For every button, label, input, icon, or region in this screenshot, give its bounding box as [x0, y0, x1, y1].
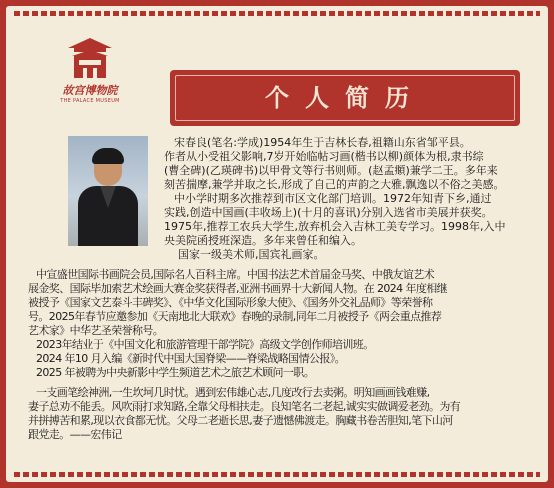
bio-line: 宋春良(笔名:学成)1954年生于吉林长春,祖籍山东省邹平县。 [174, 136, 471, 149]
bio-line: 中小学时期多次推荐到市区文化部门培训。1972年知青下乡,通过 [174, 192, 492, 205]
palace-museum-logo [54, 36, 126, 118]
logo-name-en: THE PALACE MUSEUM [60, 98, 120, 104]
banner-title: 个人简历 [265, 83, 425, 112]
honors-line: 2023年结业于《中国文化和旅游管理干部学院》高级文学创作师培训班。 [36, 338, 374, 351]
poem-line: 妻子总劝不能丢。风吹雨打求知路,全靠父母相扶走。良知笔名二老起,诚实实做调爱老劲。为有 [28, 400, 461, 413]
resume-card [6, 6, 548, 482]
poem-line: 并拼搏苦和累,现以衣食都无忧。父母二老逝长思,妻子遗憾佛渡走。胸藏书卷苦胆知,笔下山河 [28, 414, 453, 427]
logo-name: 故宫博物院 [62, 84, 118, 97]
palace-gate-icon [54, 36, 126, 82]
honors-line: 号。2025年春节应邀参加《天南地北大联欢》春晚的录制,同年二月被授予《两会重点推荐 [28, 310, 442, 323]
bio-line: 刻苦揣摩,兼学并取之长,形成了自己的声韵之大雅,飘逸以不俗之美感。 [164, 178, 505, 191]
bio-line: 国家一级美术师,国宾礼画家。 [178, 248, 325, 261]
honors-line: 被授予《国家文艺泰斗丰碑奖》、《中华文化国际形象大使》、《国务外交礼品师》等荣誉称 [28, 296, 433, 309]
poem-line: 跟党走。——宏伟记 [28, 428, 122, 441]
title-banner [170, 70, 520, 126]
photo-hair [92, 148, 124, 164]
honors-line: 艺术家》中华艺圣荣誉称号。 [28, 324, 164, 337]
bottom-fret-border [14, 472, 540, 477]
bio-line: 1975年,推荐工农兵大学生,放弃机会入吉林工美专学习。1998年,入中 [164, 220, 506, 233]
bio-line: 实践,创造中国画(丰收场上)(十月的喜讯)分别入选省市美展并获奖。 [164, 206, 493, 219]
bio-line: 央美院函授班深造。多年来曾任和编入。 [164, 234, 362, 247]
honors-line: 中宣盛世国际书画院会员,国际名人百科主席。中国书法艺术首届金马奖、中俄友谊艺术 [36, 268, 435, 281]
bio-line: (曹全碑)(乙瑛碑书)以甲骨文等行书则师。(赵孟頫)兼学二王。多年来 [164, 164, 498, 177]
honors-line: 2024 年10 月入编《新时代中国大国脊梁——脊梁战略国情公报》。 [36, 352, 346, 365]
honors-line: 2025 年被聘为中央新影中学生频道艺术之旅艺术顾问一职。 [36, 366, 315, 379]
honors-line: 展金奖、国际毕加索艺术绘画大赛金奖获得者,亚洲书画界十大新闻人物。在 2024 年度相继 [28, 282, 448, 295]
bio-line: 作者从小受祖父影响,7岁开始临帖习画(楷书以柳)颜体为根,隶书综 [164, 150, 484, 163]
portrait-photo [68, 136, 148, 246]
top-fret-border [14, 11, 540, 16]
poem-line: 一支画笔绘神洲,一生坎坷几时忧。遇到宏伟雄心志,几度改行去卖粥。明知画画钱难赚, [36, 386, 430, 399]
